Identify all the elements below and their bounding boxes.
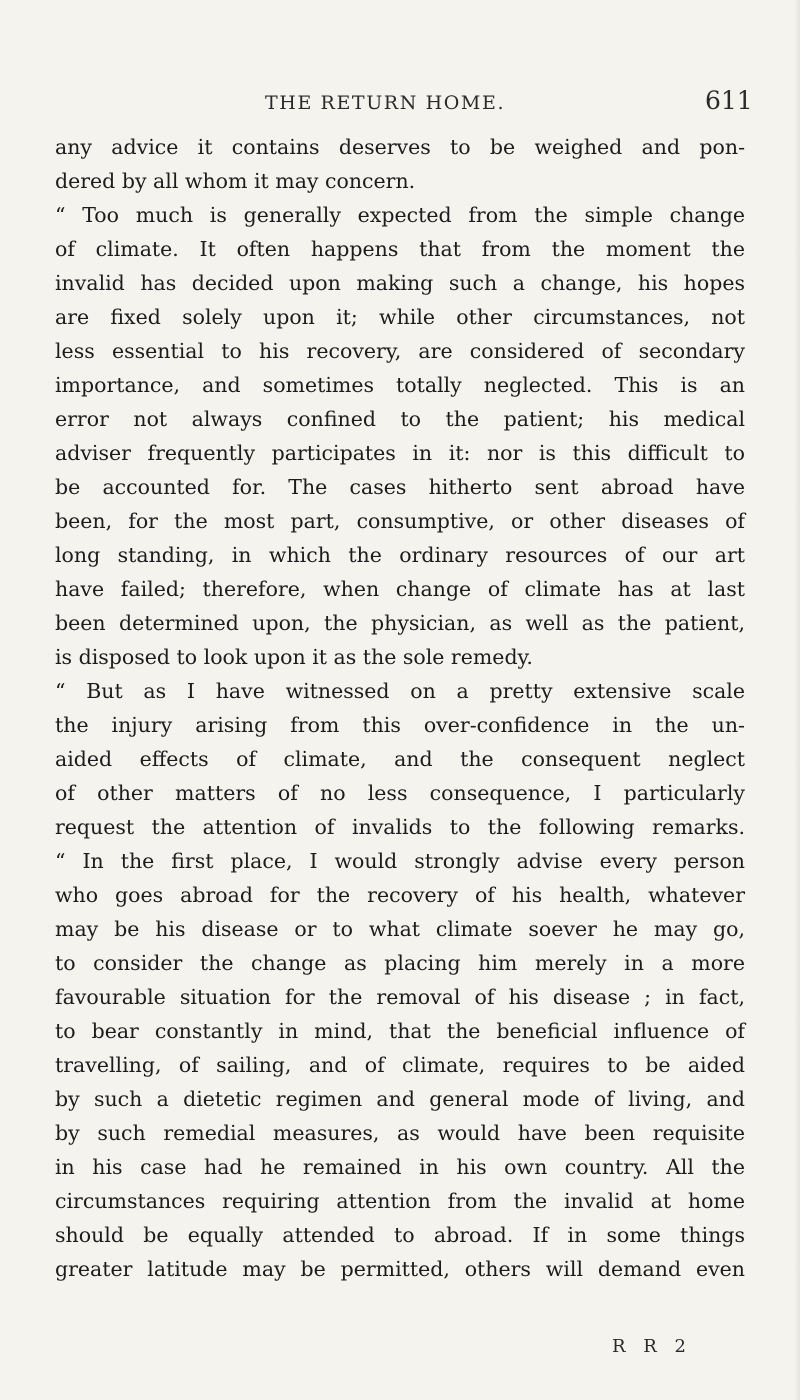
signature-mark: R R 2: [612, 1336, 693, 1357]
text-line: favourable situation for the removal of his disease ; in fact,: [55, 985, 745, 1009]
text-line: may be his disease or to what climate soever he may go,: [55, 917, 745, 941]
text-line: be accounted for. The cases hitherto sent abroad have: [55, 475, 745, 499]
text-line: any advice it contains deserves to be weighed and pon-: [55, 135, 745, 159]
text-line: invalid has decided upon making such a change, his hopes: [55, 271, 745, 295]
text-line: request the attention of invalids to the following remarks.: [55, 815, 745, 839]
text-line: to bear constantly in mind, that the beneficial influence of: [55, 1019, 745, 1043]
text-line: have failed; therefore, when change of climate has at last: [55, 577, 745, 601]
text-line: who goes abroad for the recovery of his health, whatever: [55, 883, 745, 907]
text-line: to consider the change as placing him merely in a more: [55, 951, 745, 975]
text-line: error not always confined to the patient; his medical: [55, 407, 745, 431]
text-line: been determined upon, the physician, as well as the patient,: [55, 611, 745, 635]
text-line: less essential to his recovery, are considered of secondary: [55, 339, 745, 363]
page-edge-shadow: [794, 0, 800, 1400]
text-line: dered by all whom it may concern.: [55, 169, 416, 193]
text-line: travelling, of sailing, and of climate, requires to be aided: [55, 1053, 745, 1077]
text-line: importance, and sometimes totally neglected. This is an: [55, 373, 745, 397]
text-line: “ But as I have witnessed on a pretty extensive scale: [55, 679, 745, 703]
text-line: should be equally attended to abroad. If in some things: [55, 1223, 745, 1247]
text-line: “ Too much is generally expected from the simple change: [55, 203, 745, 227]
running-title: THE RETURN HOME.: [265, 92, 506, 114]
body-text: [55, 130, 745, 1286]
text-line: by such remedial measures, as would have been requisite: [55, 1121, 745, 1145]
text-line: by such a dietetic regimen and general mode of living, and: [55, 1087, 745, 1111]
text-line: “ In the first place, I would strongly advise every person: [55, 849, 745, 873]
text-line: in his case had he remained in his own country. All the: [55, 1155, 745, 1179]
text-line: been, for the most part, consumptive, or other diseases of: [55, 509, 745, 533]
text-line: the injury arising from this over-confidence in the un-: [55, 713, 745, 737]
text-line: aided effects of climate, and the consequent neglect: [55, 747, 745, 771]
text-line: is disposed to look upon it as the sole remedy.: [55, 645, 533, 669]
text-line: greater latitude may be permitted, others will demand even: [55, 1257, 745, 1281]
text-line: long standing, in which the ordinary resources of our art: [55, 543, 745, 567]
text-line: adviser frequently participates in it: nor is this difficult to: [55, 441, 745, 465]
page-number: 611: [705, 86, 753, 115]
text-line: circumstances requiring attention from the invalid at home: [55, 1189, 745, 1213]
text-line: of other matters of no less consequence, I particularly: [55, 781, 745, 805]
text-line: of climate. It often happens that from the moment the: [55, 237, 745, 261]
text-line: are fixed solely upon it; while other circumstances, not: [55, 305, 745, 329]
